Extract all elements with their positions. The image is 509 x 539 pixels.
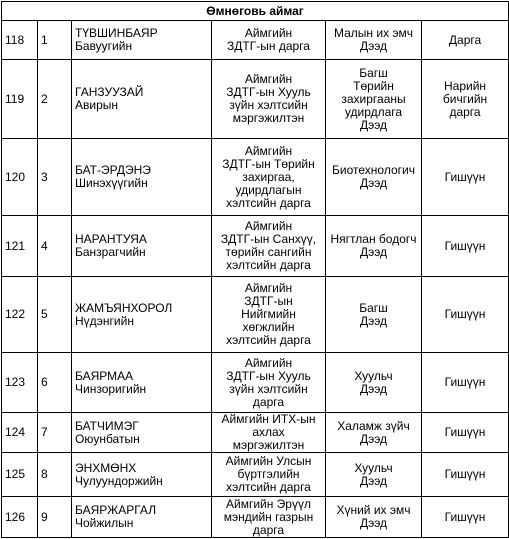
position-line: дарга [252,394,285,409]
row-number: 120 [2,139,38,216]
member-given-name: Чулуундоржийн [75,473,163,488]
education-line: Багш [359,65,388,80]
member-position [212,277,326,353]
member-position [212,21,326,60]
education-line: захиргааны [341,91,406,106]
education-line: Дээд [359,39,388,53]
position-line: хөгжлийн [242,320,295,334]
member-name [72,21,212,60]
row-index: 5 [38,277,72,353]
member-name [72,216,212,277]
member-education [326,21,422,60]
position-line: дарга [252,522,285,537]
member-role [422,353,509,413]
member-education [326,216,422,277]
member-position [212,413,326,453]
row-index: 6 [38,353,72,413]
education-line: Дээд [359,381,388,396]
member-surname: ЭНХМӨНХ [75,460,137,475]
position-line: Аймгийн [244,143,293,158]
member-given-name: Чинзоригийн [75,381,147,396]
education-line: Дээд [359,431,388,446]
education-line: Малын их эмч [333,26,414,40]
member-education [326,497,422,538]
title-row [2,2,509,21]
table-row [2,21,509,60]
row-number: 123 [2,353,38,413]
position-line: Аймгийн [244,72,293,86]
member-education [326,453,422,497]
member-role [422,413,509,453]
member-role [422,139,509,216]
member-given-name: Оюунбатын [75,431,140,446]
member-role [422,497,509,538]
member-education [326,139,422,216]
member-name [72,453,212,497]
position-line: захиргаа, [242,169,295,184]
member-education [326,353,422,413]
education-line: Дээд [359,313,388,328]
row-number: 122 [2,277,38,353]
education-line: Биотехнологич [332,163,415,177]
row-index: 2 [38,60,72,139]
position-line: Аймгийн Эрүүл [225,496,311,511]
table-row [2,353,509,413]
member-surname: БАЯРЖАРГАЛ [75,503,157,517]
member-surname: ТҮВШИНБАЯР [75,26,158,40]
education-line: Халамж зүйч [337,418,410,433]
member-role [422,60,509,139]
position-line: төрийн сангийн [225,245,312,259]
member-surname: НАРАНТУЯА [75,232,147,246]
role-line: Гишүүн [444,238,486,253]
position-line: ЗДТГ-ын [244,294,293,308]
role-line: Дарга [448,32,482,47]
table-row [2,277,509,353]
row-index: 1 [38,21,72,60]
member-given-name: Чойжилын [75,516,134,530]
table-row [2,216,509,277]
position-line: Аймгийн [244,355,293,370]
row-index: 3 [38,139,72,216]
table-row [2,139,509,216]
education-line: Дээд [359,473,388,488]
member-role [422,453,509,497]
table-title: Өмнөговь аймаг [2,2,509,21]
member-education [326,277,422,353]
education-line: Төрийн [353,78,394,93]
member-name [72,353,212,413]
position-line: хэлтсийн дарга [226,333,311,347]
member-surname: БАЯРМАА [75,368,134,383]
member-position [212,497,326,538]
member-name [72,277,212,353]
role-line: Гишүүн [444,509,486,524]
row-number: 126 [2,497,38,538]
position-line: зүйн хэлтсийн [229,381,308,396]
position-line: Аймгийн [244,26,293,40]
member-surname: ГАНЗУУЗАЙ [75,85,144,99]
member-position [212,139,326,216]
member-surname: БАТЧИМЭГ [75,418,139,433]
member-role [422,216,509,277]
role-line: Гишүүн [444,467,486,481]
position-line: Нийгмийн [241,307,296,321]
role-line: дарга [449,104,481,119]
member-role [422,21,509,60]
education-line: Дээд [359,516,388,530]
member-name [72,413,212,453]
member-given-name: Бавуугийн [75,39,133,53]
role-line: Нарийн [444,78,487,93]
education-line: Нягтлан бодогч [330,232,417,246]
position-line: хэлтсийн дарга [226,195,311,210]
member-given-name: Шинэхүүгийн [75,176,148,190]
position-line: ЗДТГ-ын Хууль [226,85,311,99]
position-line: бүртгэлийн [237,467,300,481]
member-given-name: Банзрагчийн [75,245,146,259]
member-position [212,216,326,277]
member-education [326,413,422,453]
member-position [212,353,326,413]
role-line: Гишүүн [444,307,486,321]
position-line: Аймгийн [244,281,293,295]
education-line: Дээд [359,176,388,190]
row-index: 9 [38,497,72,538]
table-row [2,453,509,497]
position-line: Аймгийн [244,219,293,233]
position-line: ЗДТГ-ын Төрийн [222,156,315,171]
role-line: Гишүүн [444,375,486,389]
position-line: удирдлагын [235,182,302,197]
position-line: мэргэжилтэн [232,111,305,125]
education-line: Хуульч [354,368,393,383]
member-role [422,277,509,353]
member-name [72,60,212,139]
table-row [2,413,509,453]
row-number: 125 [2,453,38,497]
position-line: Аймгийн Улсын [225,454,312,468]
table-row [2,497,509,538]
table-row [2,60,509,139]
member-name [72,497,212,538]
member-table [1,1,509,538]
row-index: 4 [38,216,72,277]
row-number: 124 [2,413,38,453]
member-given-name: Авирын [75,98,119,112]
row-index: 7 [38,413,72,453]
member-position [212,453,326,497]
position-line: ахлах [252,425,285,439]
position-line: ЗДТГ-ын дарга [227,39,310,53]
education-line: удирдлага [344,104,403,119]
member-name [72,139,212,216]
position-line: ЗДТГ-ын Хууль [226,368,311,383]
education-line: Багш [359,300,388,315]
member-surname: ЖАМЪЯНХОРОЛ [75,300,173,315]
row-number: 118 [2,21,38,60]
education-line: Дээд [359,245,388,259]
education-line: Дээд [359,117,388,132]
role-line: Гишүүн [444,425,486,439]
position-line: Аймгийн ИТХ-ын [221,412,316,426]
position-line: ЗДТГ-ын Санхүү, [220,232,317,246]
role-line: бичгийн [442,91,488,106]
role-line: Гишүүн [444,169,486,184]
row-number: 119 [2,60,38,139]
education-line: Хуульч [354,460,393,475]
education-line: Хүний их эмч [336,503,411,517]
position-line: хэлтсийн дарга [226,480,311,494]
row-index: 8 [38,453,72,497]
member-position [212,60,326,139]
position-line: зүйн хэлтсийн [229,98,308,112]
member-given-name: Нүдэнгийн [75,313,134,328]
row-number: 121 [2,216,38,277]
member-education [326,60,422,139]
member-surname: БАТ-ЭРДЭНЭ [75,163,151,177]
position-line: хэлтсийн дарга [226,258,311,272]
position-line: мэргэжилтэн [232,438,305,452]
position-line: мэндийн газрын [223,509,314,524]
